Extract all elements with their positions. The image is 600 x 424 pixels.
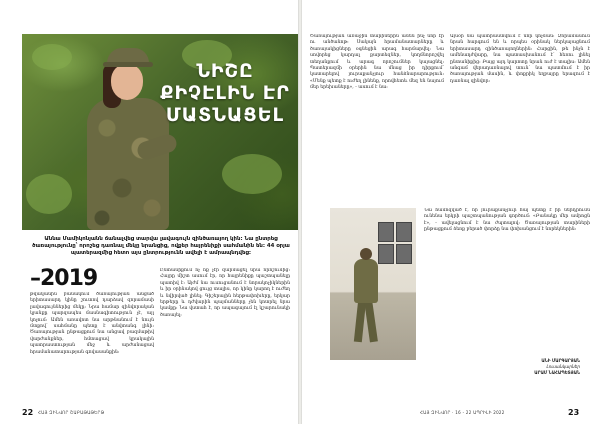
left-column-2: Ընտանիքում ոչ ոք չէր զարմացել նրա որոշումից: Հայրը միշտ ասում էր, որ հայրենիքը պաշտպանելը պատիվ է: Այժմ նա ուսուցանում է նորակոչիկներին և իր օրինակով ցույց տալիս, որ կինը կարող է ուժեղ և նվիրված լինել: Գիշերային հերթափոխերը, երկար երթերը և դժվարին պայմանները չեն կոտրել նրա կամքը: Նա վստահ է, որ ապագայում էլ կշարունակի ծառայել: [160,268,290,318]
wall-portrait [396,244,412,264]
soldier-walking-photo [330,208,416,360]
walking-soldier [348,248,384,344]
right-column-2: Այսօր նա պատրաստվում է նոր կոչման: Զորամասում նրան հարգում են և որպես օրինակ ներկայացնում երիտասարդ զինծառայողներին: Հարցին, թե ինչն է ամենադժվարը, նա պատասխանում է՝ հեռու լինել ընտանիքից: Բայց այդ կարոտը նրան ուժ է տալիս: Ամեն անգամ վերադառնալով տուն՝ նա պատմում է իր ծառայության մասին, և փոքրիկ եղբայրը երազում է դառնալ զինվոր: [450,34,590,84]
article-lead: Աննա Մամիկոնյանն ճանաչվեց տարվա լավագույն զինծառայող կին: Նա ընտրեց ծառայությունը՝ որոշեց դառնալ մեկը նրանցից, ովքեր հայրենիքի սահմանին են: 44 օրյա պատերազմից հետո այս ընտրությունն ավելի է ամրապնդվեց: [32,236,290,257]
hero-title-line-1: ՆԻՇԸ [196,60,254,82]
left-page [0,0,298,424]
page-number-right: 23 [568,408,580,417]
byline [510,358,580,376]
soldier-head [360,248,372,260]
soldier-torso [354,259,378,303]
hero-title-line-2: ՔԻՉԷԼԻՆ ԷՐ [160,82,290,104]
footer-right: ՀԱՅ ԶԻՆՎՈՐ · 16 - 22 ԱՊՐԻԼԻ 2022 [420,410,505,415]
photo-credit-label: Լուսանկարներ [546,364,580,369]
author-name: ԱՆԻ ՄԱՐԳԱՐՅԱՆ [541,358,580,363]
wall-portrait [378,222,394,242]
photographer-name: ԱՐԱՄ ՆԱՀԱՊԵՏՅԱՆ [534,370,580,375]
hero-title [160,60,290,126]
soldier-uniform [87,98,169,230]
drop-year: –2019 [30,266,98,291]
page-number-left: 22 [22,408,34,417]
footer-left: ՀԱՅ ԶԻՆՎՈՐ ՇԱԲԱԹԱԹԵՐԹ [38,410,105,415]
right-column-3: Նա համոզված է, որ յուրաքանչյուր հայ պետք է իր ներդրումն ունենա երկրի պաշտպանության գործում: «Բանակը մեր ամրոցն է», - ավելացնում է նա ժպտալով: Ծառայության տարիների ընթացքում ձեռք բերած փորձը նա փոխանցում է նորեկներին: [424,208,590,233]
soldier-cap [107,48,149,66]
hero-title-line-3: ՄԱՏՆԱՑԵԼ [165,104,285,126]
hero-photo [22,34,300,230]
wall-portrait [396,222,412,242]
soldier-leg [364,300,378,343]
left-column-1: թվականին բանակում ծառայության անցած երիտասարդ կինը շուտով դարձավ զորամասի լավագույններից մեկը: Նրա համար զինվորական կյանքը պարզապես մասնագիտություն չէ, այլ կոչում: Ամեն առավոտ նա արթնանում է նույն մտքով՝ սահմանը պետք է անվտանգ լինի: Ծառայության ընթացքում նա անցավ բազմաթիվ վարժանքներ, հմտացավ կրակային պատրաստության մեջ և արժանացավ հրամանատարության գովասանքին: [30,292,154,355]
soldier-face [111,64,143,100]
foliage-shape [26,174,72,214]
foliage-shape [222,154,282,194]
right-column-1: Ծառայության առաջին տարիներին ամեն ինչ նոր էր ու անծանոթ: Սակայն հրամանատարները և ծառայակիցները օգնեցին արագ հարմարվել: Նա սովորեց կարդալ քարտեզներ, կողմնորոշվել տեղանքում և արագ որոշումներ կայացնել: Պատերազմի օրերին նա մնաց իր դիրքում՝ կատարելով յուրաքանչյուր հանձնարարություն: «Մենք պետք է ուժեղ լինենք, որովհետև մեզ են նայում մեր երեխաները», - ասում է նա: [310,34,444,91]
year-value: 2019 [40,266,98,291]
foliage-shape [32,44,72,70]
